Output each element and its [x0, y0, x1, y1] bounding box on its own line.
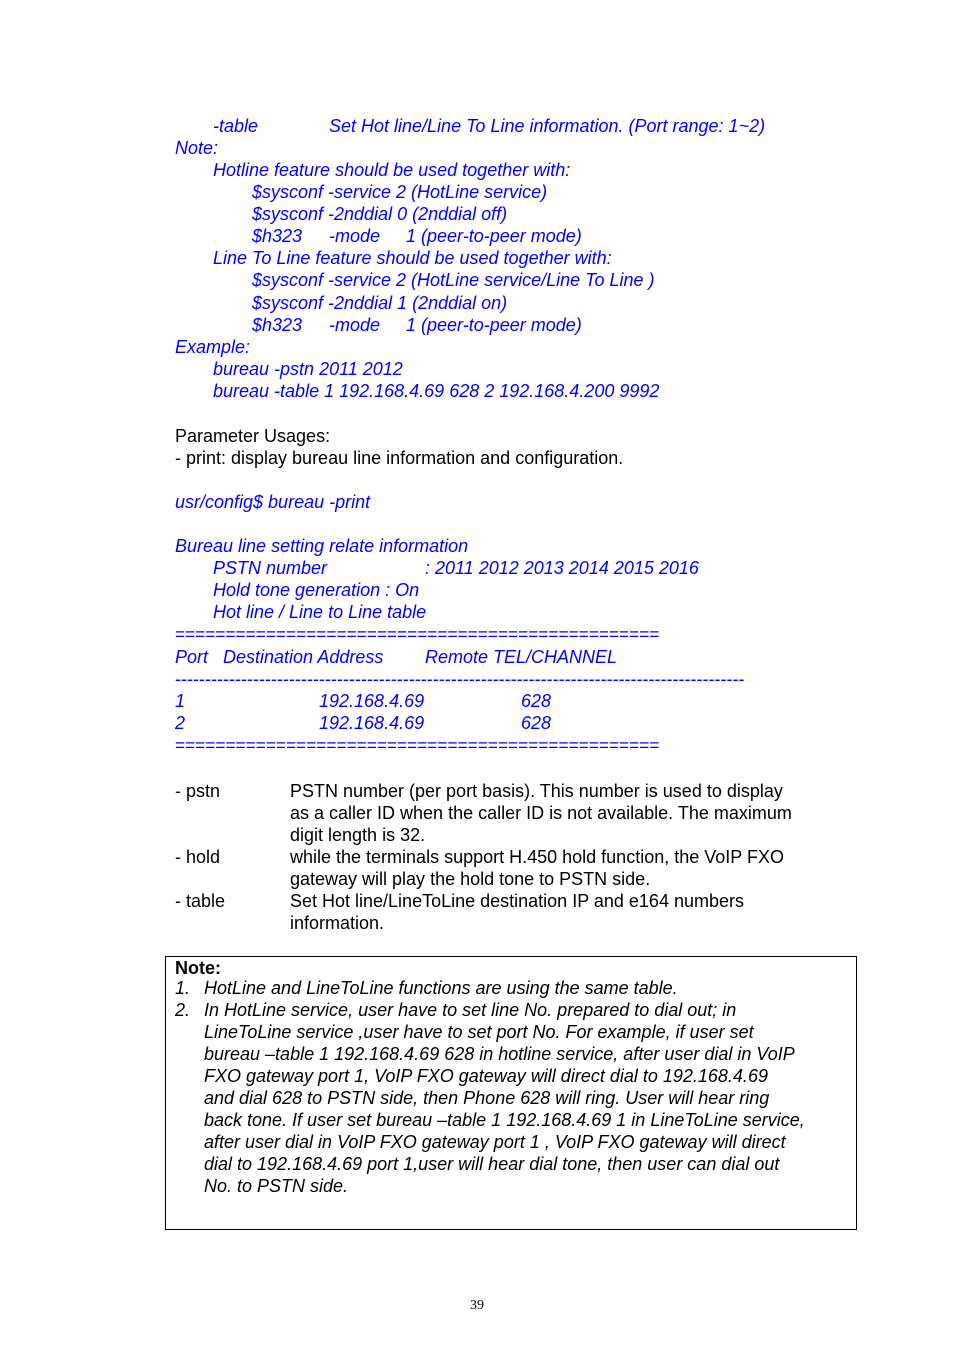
hotline-line-3-mode: -mode: [329, 226, 381, 246]
hotline-title: Hotline feature should be used together with:: [213, 160, 571, 180]
ltl-line-2: $sysconf -2nddial 1 (2nddial on): [252, 293, 508, 313]
output-pstn-value: : 2011 2012 2013 2014 2015 2016: [425, 558, 699, 578]
note-box-title: Note:: [175, 958, 221, 978]
note-2-line: back tone. If user set bureau –table 1 192.168.4.69 1 in LineToLine service,: [204, 1110, 805, 1130]
param-pstn-name: - pstn: [175, 781, 221, 801]
param-hold-desc-1: while the terminals support H.450 hold function, the VoIP FXO: [290, 847, 784, 867]
row-2-port: 2: [175, 713, 186, 733]
table-option: -table: [213, 116, 259, 136]
note-1-text: HotLine and LineToLine functions are using the same table.: [204, 978, 678, 998]
row-1-port: 1: [175, 691, 186, 711]
row-1-dest: 192.168.4.69: [319, 691, 425, 711]
note-2-line: and dial 628 to PSTN side, then Phone 628 will ring. User will hear ring: [204, 1088, 770, 1108]
output-table-title: Hot line / Line to Line table: [213, 602, 427, 622]
example-label: Example:: [175, 337, 251, 357]
param-table-desc-2: information.: [290, 913, 385, 933]
ltl-title: Line To Line feature should be used together with:: [213, 248, 612, 268]
note-1-number: 1.: [175, 978, 191, 998]
col-destination: Destination Address: [223, 647, 384, 667]
note-2-line: dial to 192.168.4.69 port 1,user will hear dial tone, then user can dial out: [204, 1154, 780, 1174]
param-pstn-desc-2: as a caller ID when the caller ID is not available. The maximum: [290, 803, 792, 823]
table-option-desc: Set Hot line/Line To Line information. (Port range: 1~2): [329, 116, 766, 136]
note-2-line: bureau –table 1 192.168.4.69 628 in hotline service, after user dial in VoIP: [204, 1044, 795, 1064]
note-2-line: In HotLine service, user have to set line No. prepared to dial out; in: [204, 1000, 737, 1020]
col-remote: Remote TEL/CHANNEL: [425, 647, 618, 667]
row-2-dest: 192.168.4.69: [319, 713, 425, 733]
output-prompt: usr/config$ bureau -print: [175, 492, 371, 512]
hotline-line-3-cmd: $h323: [252, 226, 303, 246]
ltl-line-3-cmd: $h323: [252, 315, 303, 335]
note-2-line: after user dial in VoIP FXO gateway port 1 , VoIP FXO gateway will direct: [204, 1132, 786, 1152]
usage-print: - print: display bureau line information and configuration.: [175, 448, 624, 468]
note-2-line: FXO gateway port 1, VoIP FXO gateway will direct dial to 192.168.4.69: [204, 1066, 768, 1086]
param-pstn-desc-1: PSTN number (per port basis). This number is used to display: [290, 781, 783, 801]
hotline-line-2: $sysconf -2nddial 0 (2nddial off): [252, 204, 508, 224]
note-2-line: LineToLine service ,user have to set port No. For example, if user set: [204, 1022, 754, 1042]
param-hold-name: - hold: [175, 847, 221, 867]
param-table-name: - table: [175, 891, 226, 911]
note-2-number: 2.: [175, 1000, 191, 1020]
ltl-line-1: $sysconf -service 2 (HotLine service/Line To Line ): [252, 270, 655, 290]
ltl-line-3-value: 1 (peer-to-peer mode): [406, 315, 582, 335]
double-rule-top: ================================================: [175, 624, 660, 644]
page-number: 39: [470, 1298, 484, 1313]
param-hold-desc-2: gateway will play the hold tone to PSTN side.: [290, 869, 651, 889]
note-label: Note:: [175, 138, 219, 158]
ltl-line-3-mode: -mode: [329, 315, 381, 335]
output-heading: Bureau line setting relate information: [175, 536, 469, 556]
note-2-line: No. to PSTN side.: [204, 1176, 349, 1196]
row-1-remote: 628: [521, 691, 552, 711]
param-pstn-desc-3: digit length is 32.: [290, 825, 426, 845]
example-1: bureau -pstn 2011 2012: [213, 359, 403, 379]
double-rule-bottom: ================================================: [175, 735, 660, 755]
single-rule: -----------------------------------------------------------------------------------------------: [175, 669, 745, 689]
col-port: Port: [175, 647, 209, 667]
output-pstn-label: PSTN number: [213, 558, 328, 578]
param-table-desc-1: Set Hot line/LineToLine destination IP and e164 numbers: [290, 891, 744, 911]
row-2-remote: 628: [521, 713, 552, 733]
hotline-line-1: $sysconf -service 2 (HotLine service): [252, 182, 548, 202]
hotline-line-3-value: 1 (peer-to-peer mode): [406, 226, 582, 246]
output-hold: Hold tone generation : On: [213, 580, 420, 600]
usage-title: Parameter Usages:: [175, 426, 331, 446]
example-2: bureau -table 1 192.168.4.69 628 2 192.168.4.200 9992: [213, 381, 660, 401]
